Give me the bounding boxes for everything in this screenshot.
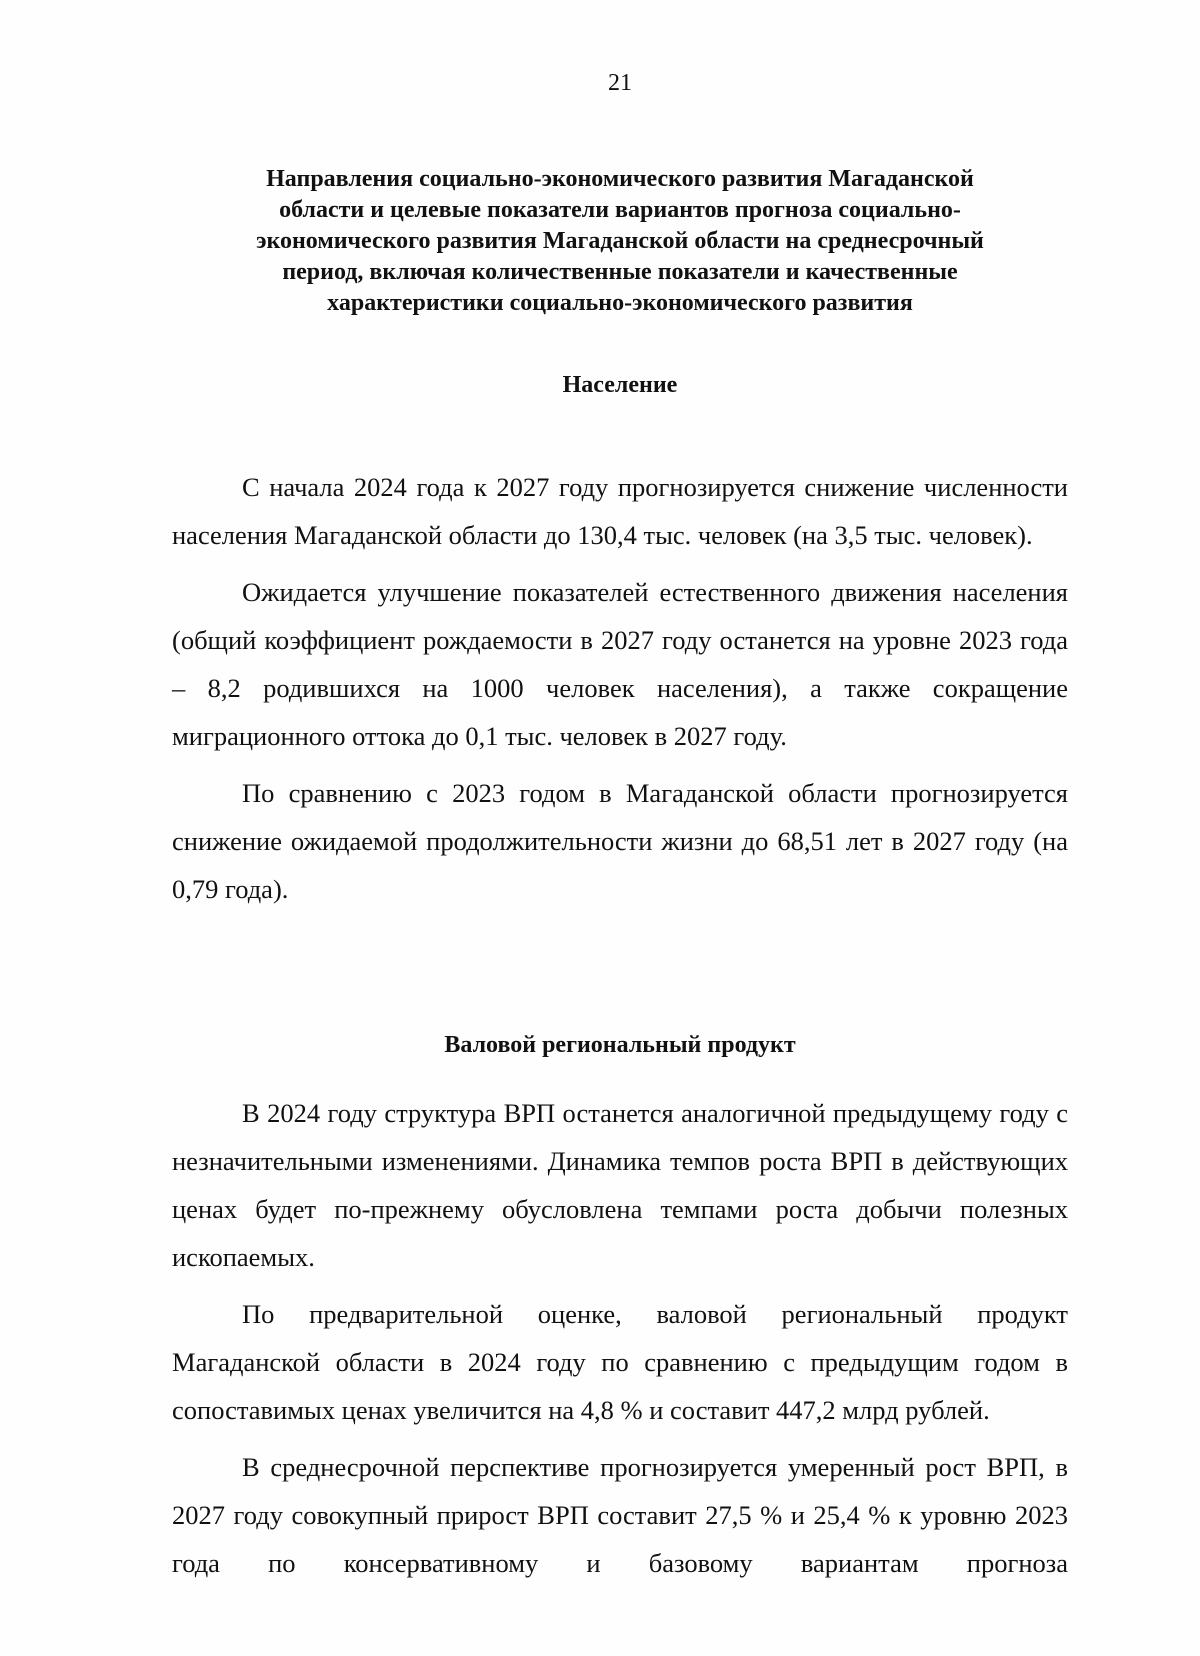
paragraph: Ожидается улучшение показателей естественного движения населения (общий коэффициент рождаемости в 2027 году останется на уровне 2023 года – 8,2 родившихся на 1000 человек населения), а также сокращение миграционного оттока до 0,1 тыс. человек в 2027 году. xyxy=(172,577,1068,751)
paragraph: В 2024 году структура ВРП останется аналогичной предыдущему году с незначительными изменениями. Динамика темпов роста ВРП в действующих ценах будет по-прежнему обусловлена темпами роста добычи полезных ископаемых. xyxy=(172,1098,1068,1272)
title-line: экономического развития Магаданской области на среднесрочный xyxy=(256,228,984,254)
population-section-body xyxy=(172,463,1068,913)
paragraph: С начала 2024 года к 2027 году прогнозируется снижение численности населения Магаданской области до 130,4 тыс. человек (на 3,5 тыс. человек). xyxy=(172,472,1068,550)
section-heading-population: Население xyxy=(562,372,678,398)
document-title xyxy=(170,164,1070,319)
title-line: области и целевые показатели вариантов прогноза социально- xyxy=(279,197,961,223)
title-line: период, включая количественные показатели и качественные xyxy=(282,259,958,285)
paragraph: По сравнению с 2023 годом в Магаданской области прогнозируется снижение ожидаемой продолжительности жизни до 68,51 лет в 2027 году (на 0,79 года). xyxy=(172,778,1068,904)
title-line: характеристики социально-экономического развития xyxy=(327,290,913,316)
title-line: Направления социально-экономического развития Магаданской xyxy=(266,166,974,192)
paragraph: По предварительной оценке, валовой региональный продукт Магаданской области в 2024 году по сравнению с предыдущим годом в сопоставимых ценах увеличится на 4,8 % и составит 447,2 млрд рублей. xyxy=(172,1299,1068,1425)
paragraph: В среднесрочной перспективе прогнозируется умеренный рост ВРП, в 2027 году совокупный прирост ВРП составит 27,5 % и 25,4 % к уровню 2023 года по консервативному и базовому вариантам прогноза xyxy=(172,1452,1068,1578)
page-number: 21 xyxy=(608,70,632,96)
section-heading-grp: Валовой региональный продукт xyxy=(444,1032,796,1058)
grp-section-body xyxy=(172,1089,1068,1587)
